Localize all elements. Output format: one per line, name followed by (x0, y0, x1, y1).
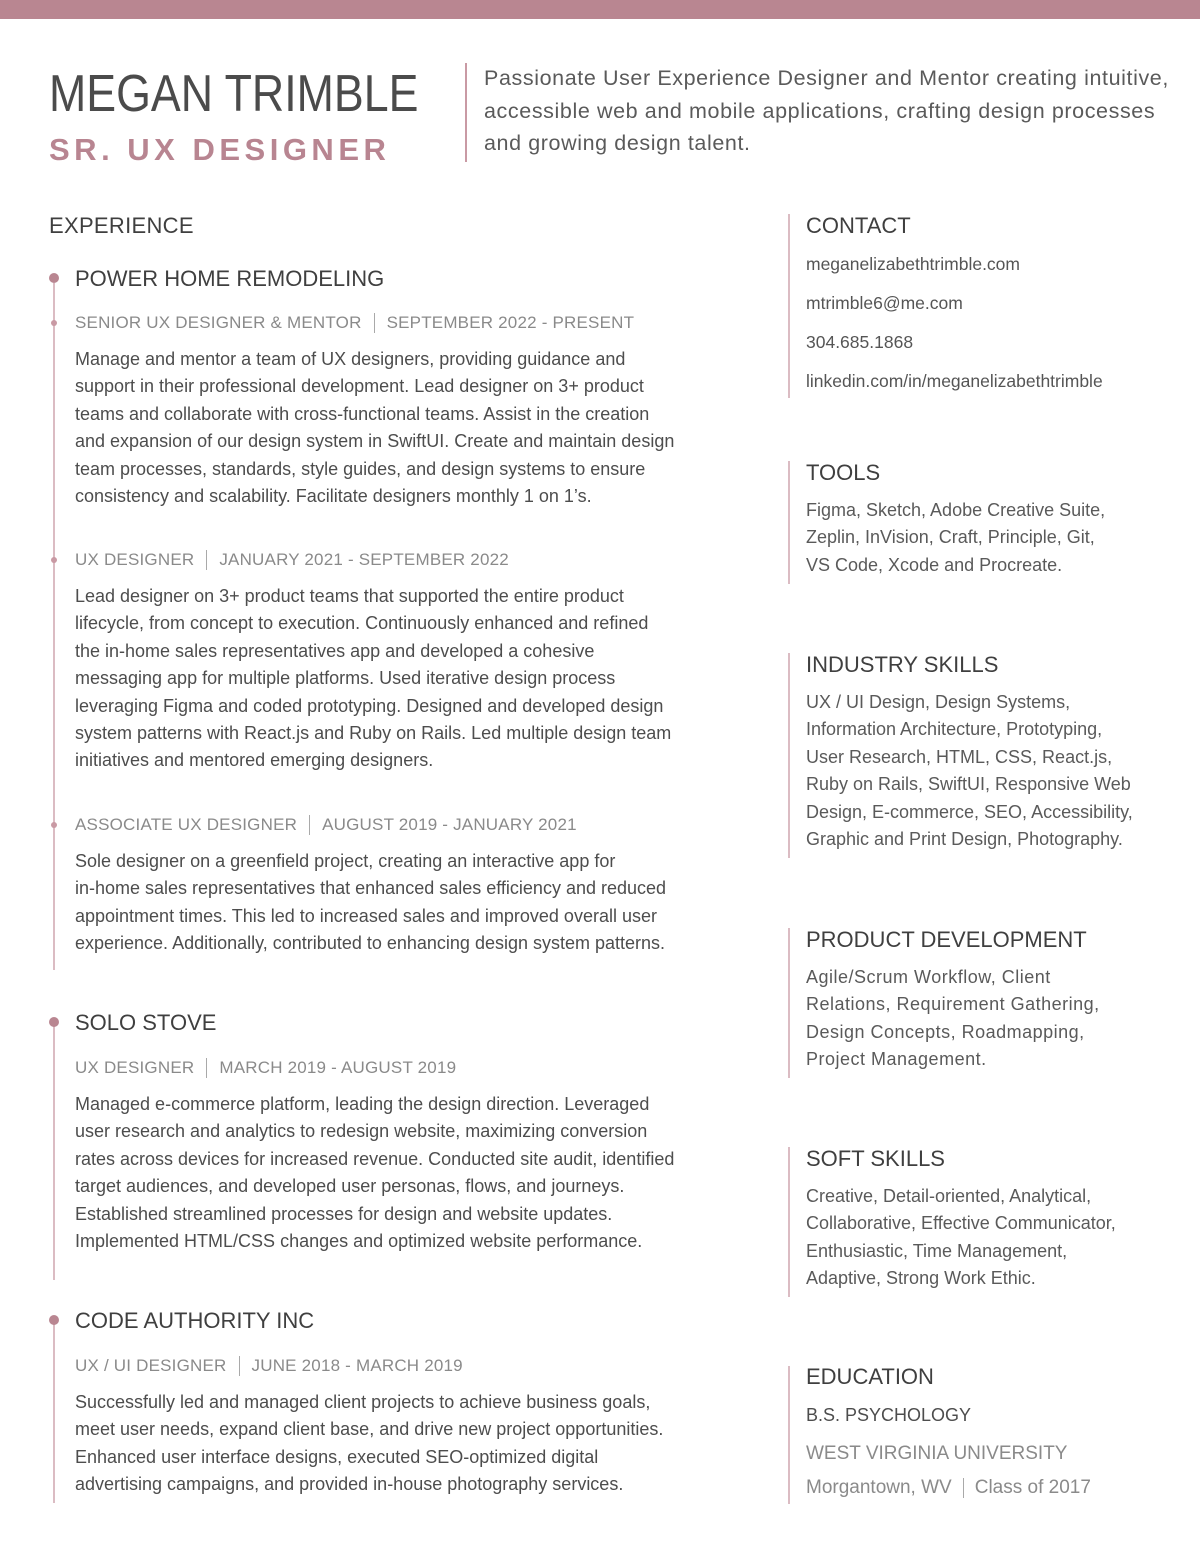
job-meta (75, 1057, 456, 1079)
job-dates: AUGUST 2019 - JANUARY 2021 (322, 815, 577, 834)
desc-line: target audiences, and developed user personas, flows, and journeys. (75, 1176, 625, 1197)
desc-line: leveraging Figma and coded prototyping. Designed and developed design (75, 695, 664, 716)
company-name: CODE AUTHORITY INC (75, 1308, 315, 1333)
product-dev-list (806, 964, 1186, 1074)
contact-heading: CONTACT (806, 213, 911, 238)
skills-line: User Research, HTML, CSS, React.js, (806, 746, 1113, 767)
desc-line: Implemented HTML/CSS changes and optimized website performance. (75, 1231, 643, 1252)
desc-line: initiatives and mentored emerging designers. (75, 750, 434, 771)
contact-phone: 304.685.1868 (806, 332, 914, 352)
desc-line: support in their professional development. Lead designer on 3+ product (75, 376, 644, 397)
education-meta (806, 1476, 1091, 1500)
soft-skills-heading: SOFT SKILLS (806, 1146, 945, 1171)
company-name: SOLO STOVE (75, 1010, 217, 1035)
tools-list (806, 497, 1186, 579)
desc-line: and expansion of our design system in SwiftUI. Create and maintain design (75, 431, 675, 452)
meta-divider (309, 815, 310, 835)
education-location: Morgantown, WV (806, 1477, 952, 1498)
job-meta (75, 1355, 463, 1377)
timeline-dot-role (51, 557, 57, 563)
job-description (75, 1091, 740, 1255)
skills-line: Design, E-commerce, SEO, Accessibility, (806, 801, 1133, 822)
company-name: POWER HOME REMODELING (75, 266, 385, 291)
job-title: SENIOR UX DESIGNER & MENTOR (75, 313, 362, 332)
desc-line: Sole designer on a greenfield project, creating an interactive app for (75, 851, 616, 871)
soft-skills-line: Adaptive, Strong Work Ethic. (806, 1268, 1036, 1289)
skills-line: Information Architecture, Prototyping, (806, 719, 1103, 740)
job-dates: JUNE 2018 - MARCH 2019 (251, 1356, 463, 1375)
soft-skills-line: Creative, Detail-oriented, Analytical, (806, 1186, 1092, 1206)
job-dates: MARCH 2019 - AUGUST 2019 (219, 1058, 457, 1077)
tools-line: Figma, Sketch, Adobe Creative Suite, (806, 500, 1106, 520)
skills-line: Graphic and Print Design, Photography. (806, 829, 1123, 850)
timeline-dot-role (51, 320, 57, 326)
profile-summary: Passionate User Experience Designer and Mentor creating intuitive, accessible web and mobile applications, crafting design processes and growing design talent. (484, 66, 1169, 155)
desc-line: user research and analytics to redesign website, maximizing conversion (75, 1121, 648, 1142)
header-divider (465, 63, 467, 162)
job-dates: SEPTEMBER 2022 - PRESENT (386, 313, 635, 332)
desc-line: meet user needs, expand client base, and drive new project opportunities. (75, 1419, 664, 1440)
desc-line: teams and collaborate with cross-functional teams. Assist in the creation (75, 403, 650, 424)
product-dev-line: Design Concepts, Roadmapping, (806, 1021, 1085, 1042)
product-dev-line: Project Management. (806, 1049, 987, 1070)
meta-divider (374, 313, 375, 333)
timeline-line-code (53, 1320, 55, 1503)
education-class: Class of 2017 (974, 1477, 1091, 1498)
product-dev-line: Agile/Scrum Workflow, Client (806, 967, 1051, 987)
soft-skills-list (806, 1183, 1186, 1293)
meta-divider (239, 1356, 240, 1376)
desc-line: rates across devices for increased revenue. Conducted site audit, identified (75, 1148, 675, 1169)
desc-line: Managed e-commerce platform, leading the design direction. Leveraged (75, 1094, 650, 1114)
timeline-dot-company (49, 1315, 59, 1325)
timeline-dot-company (49, 273, 59, 283)
industry-skills-list (806, 689, 1186, 853)
education-degree: B.S. PSYCHOLOGY (806, 1405, 972, 1425)
meta-divider (206, 550, 207, 570)
meta-divider (963, 1478, 964, 1498)
soft-skills-line: Enthusiastic, Time Management, (806, 1240, 1068, 1261)
desc-line: messaging app for multiple platforms. Used iterative design process (75, 668, 616, 689)
soft-skills-line: Collaborative, Effective Communicator, (806, 1213, 1116, 1234)
experience-heading: EXPERIENCE (49, 213, 194, 238)
soft-skills-accent-bar (788, 1147, 790, 1297)
timeline-line-solo (53, 1022, 55, 1280)
desc-line: consistency and scalability. Facilitate designers monthly 1 on 1’s. (75, 486, 592, 507)
education-accent-bar (788, 1366, 790, 1504)
desc-line: advertising campaigns, and provided in-house photography services. (75, 1474, 624, 1495)
timeline-line-power (53, 283, 55, 970)
education-heading: EDUCATION (806, 1364, 934, 1389)
job-title: UX DESIGNER (75, 1058, 195, 1077)
industry-skills-accent-bar (788, 653, 790, 858)
product-dev-line: Relations, Requirement Gathering, (806, 994, 1100, 1015)
contact-website-link[interactable]: meganelizabethtrimble.com (806, 254, 1020, 274)
job-dates: JANUARY 2021 - SEPTEMBER 2022 (219, 550, 509, 569)
tools-accent-bar (788, 461, 790, 584)
job-meta (75, 814, 577, 836)
product-dev-heading: PRODUCT DEVELOPMENT (806, 927, 1087, 952)
job-meta (75, 549, 509, 571)
candidate-name: MEGAN TRIMBLE (49, 65, 419, 123)
tools-line: VS Code, Xcode and Procreate. (806, 554, 1063, 575)
desc-line: Lead designer on 3+ product teams that supported the entire product (75, 586, 624, 606)
desc-line: Enhanced user interface designs, executed SEO-optimized digital (75, 1446, 599, 1467)
candidate-title: SR. UX DESIGNER (49, 132, 391, 167)
desc-line: Successfully led and managed client projects to achieve business goals, (75, 1392, 651, 1412)
desc-line: Established streamlined processes for design and website updates. (75, 1203, 613, 1224)
desc-line: team processes, standards, style guides, and design systems to ensure (75, 458, 646, 479)
job-meta (75, 312, 634, 334)
job-description (75, 346, 740, 510)
contact-linkedin-link[interactable]: linkedin.com/in/meganelizabethtrimble (806, 371, 1103, 391)
meta-divider (206, 1058, 207, 1078)
tools-heading: TOOLS (806, 460, 881, 485)
desc-line: lifecycle, from concept to execution. Continuously enhanced and refined (75, 613, 649, 634)
education-school: WEST VIRGINIA UNIVERSITY (806, 1443, 1068, 1464)
desc-line: system patterns with React.js and Ruby on Rails. Led multiple design team (75, 723, 672, 744)
timeline-dot-company (49, 1017, 59, 1027)
desc-line: the in-home sales representatives app and developed a cohesive (75, 640, 595, 661)
desc-line: in-home sales representatives that enhanced sales efficiency and reduced (75, 878, 667, 899)
job-title: UX DESIGNER (75, 550, 195, 569)
product-dev-accent-bar (788, 928, 790, 1078)
desc-line: Manage and mentor a team of UX designers, providing guidance and (75, 349, 626, 369)
timeline-dot-role (51, 822, 57, 828)
contact-accent-bar (788, 214, 790, 398)
job-title: UX / UI DESIGNER (75, 1356, 227, 1375)
skills-line: Ruby on Rails, SwiftUI, Responsive Web (806, 774, 1131, 795)
top-accent-bar (0, 0, 1200, 19)
contact-email-link[interactable]: mtrimble6@me.com (806, 293, 963, 313)
industry-skills-heading: INDUSTRY SKILLS (806, 652, 999, 677)
desc-line: appointment times. This led to increased sales and improved overall user (75, 905, 657, 926)
job-description (75, 1389, 740, 1499)
job-description (75, 848, 740, 958)
job-title: ASSOCIATE UX DESIGNER (75, 815, 298, 834)
tools-line: Zeplin, InVision, Craft, Principle, Git, (806, 527, 1095, 548)
desc-line: experience. Additionally, contributed to enhancing design system patterns. (75, 933, 666, 954)
skills-line: UX / UI Design, Design Systems, (806, 692, 1071, 712)
job-description (75, 583, 740, 775)
